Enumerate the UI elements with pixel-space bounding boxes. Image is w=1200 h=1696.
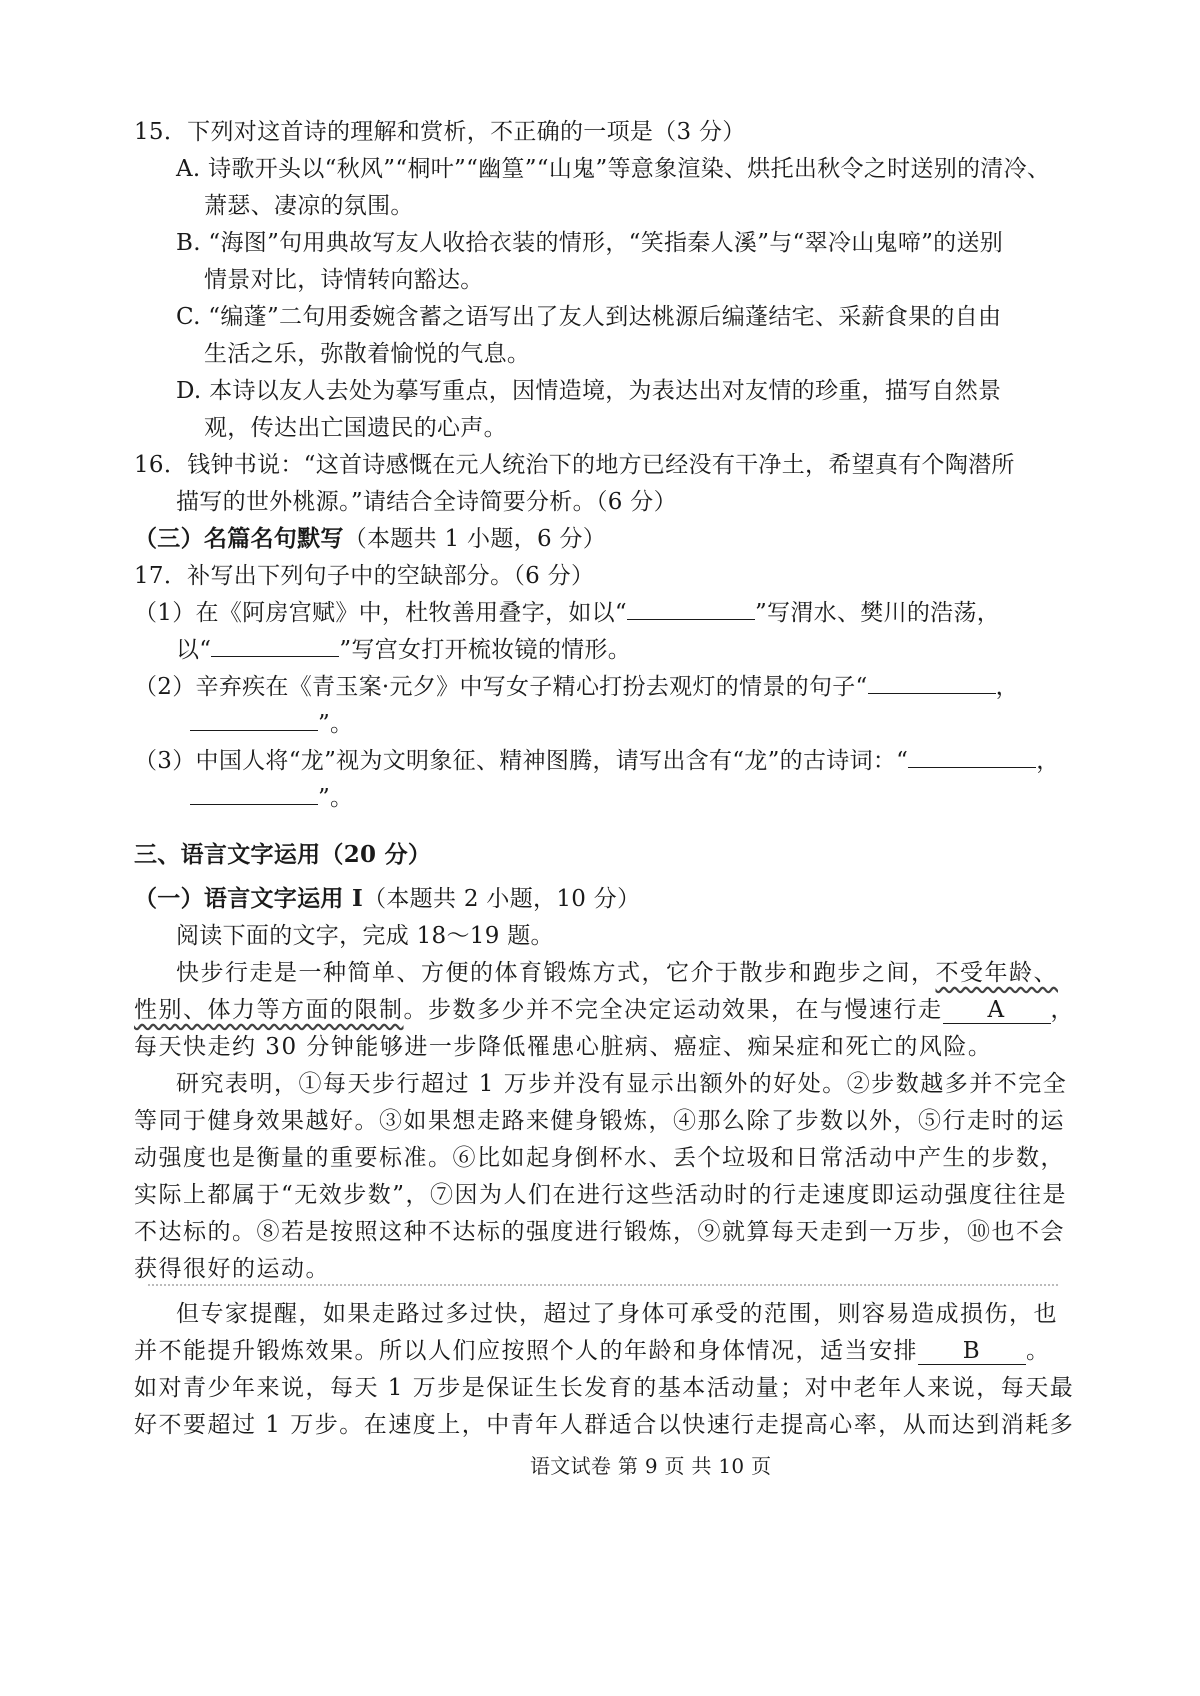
q17-part3-text-b: ，: [1036, 748, 1060, 774]
passage-p1-line1: [176, 954, 1058, 987]
q17-part3-line1: [134, 742, 1060, 775]
q17-part1-text-c: 以“: [176, 637, 212, 663]
q17-part1-line1: [134, 594, 1000, 627]
passage-p2-line3: 动强度也是衡量的重要标准。⑥比如起身倒杯水、丢个垃圾和日常活动中产生的步数，: [134, 1145, 1065, 1171]
passage-p2-line1: 研究表明，①每天步行超过 1 万步并没有显示出额外的好处。②步数越多并不完全: [176, 1071, 1068, 1097]
q17-part1-line2: [176, 631, 631, 664]
passage-p2-line4: 实际上都属于“无效步数”，⑦因为人们在进行这些活动时的行走速度即运动强度往往是: [134, 1182, 1068, 1208]
answer-blank[interactable]: [190, 780, 318, 805]
passage-p2-line5: 不达标的。⑧若是按照这种不达标的强度进行锻炼，⑨就算每天走到一万步，⑩也不会: [134, 1219, 1065, 1245]
q17-part1-text-b: ”写渭水、樊川的浩荡，: [755, 600, 1001, 626]
q17-part3-text-c: ”。: [318, 785, 354, 811]
answer-blank[interactable]: [908, 743, 1036, 768]
passage-p2-line2: 等同于健身效果越好。③如果想走路来健身锻炼，④那么除了步数以外，⑤行走时的运: [134, 1108, 1065, 1134]
passage-p3-line2: [134, 1332, 1051, 1365]
q15-option-b-line2: 情景对比，诗情转向豁达。: [204, 267, 484, 293]
q17-stem: 17．补写出下列句子中的空缺部分。（6 分）: [134, 563, 595, 589]
subsection-title: （一）语言文字运用 Ⅰ: [134, 885, 364, 912]
answer-blank[interactable]: [627, 595, 755, 620]
blank-a[interactable]: A: [943, 997, 1051, 1024]
wavy-underlined-text: 不受年龄、: [935, 960, 1058, 986]
q15-option-c-line2: 生活之乐，弥散着愉悦的气息。: [204, 341, 531, 367]
q17-part2-line2: [190, 705, 353, 738]
subsection-note: （本题共 2 小题，10 分）: [363, 886, 641, 912]
wavy-underlined-text: 性别、体力等方面的限制: [134, 997, 404, 1023]
passage-p3-line3: 如对青少年来说，每天 1 万步是保证生长发育的基本活动量；对中老年人来说，每天最: [134, 1375, 1075, 1401]
q17-part2-text-b: ，: [995, 674, 1019, 700]
passage-text: 快步行走是一种简单、方便的体育锻炼方式，它介于散步和跑步之间，: [176, 960, 936, 986]
reading-instruction: 阅读下面的文字，完成 18～19 题。: [176, 923, 554, 949]
q17-part3-text-a: （3）中国人将“龙”视为文明象征、精神图腾，请写出含有“龙”的古诗词：“: [134, 748, 909, 774]
passage-p2-line6: 获得很好的运动。: [134, 1256, 330, 1282]
q15-option-d-line1: D. 本诗以友人去处为摹写重点，因情造境，为表达出对友情的珍重，描写自然景: [176, 378, 1002, 404]
passage-p3-line1: 但专家提醒，如果走路过多过快，超过了身体可承受的范围，则容易造成损伤，也: [176, 1301, 1058, 1327]
passage-text: 。: [1026, 1338, 1051, 1364]
q16-line2: 描写的世外桃源。”请结合全诗简要分析。（6 分）: [176, 489, 677, 515]
q15-stem: 15．下列对这首诗的理解和赏析，不正确的一项是（3 分）: [134, 119, 746, 145]
q17-part2-line1: [134, 668, 1019, 701]
q17-part1-text-a: （1）在《阿房宫赋》中，杜牧善用叠字，如以“: [134, 600, 627, 626]
section-3-heading: [134, 520, 606, 553]
q17-part2-text-c: ”。: [318, 711, 354, 737]
page-footer: 语文试卷 第 9 页 共 10 页: [530, 1454, 772, 1478]
q16-line1: 16．钱钟书说：“这首诗感慨在元人统治下的地方已经没有干净土，希望真有个陶潜所: [134, 452, 1015, 478]
answer-blank[interactable]: [211, 632, 339, 657]
q17-part3-line2: [190, 779, 353, 812]
q17-part2-text-a: （2）辛弃疾在《青玉案·元夕》中写女子精心打扮去观灯的情景的句子“: [134, 674, 868, 700]
blank-b[interactable]: B: [918, 1338, 1026, 1365]
q15-option-b-line1: B. “海图”句用典故写友人收拾衣装的情形，“笑指秦人溪”与“翠冷山鬼啼”的送别: [176, 230, 1004, 256]
section-3-note: （本题共 1 小题，6 分）: [343, 526, 607, 552]
passage-p1-line2: [134, 991, 1075, 1024]
q15-option-d-line2: 观，传达出亡国遗民的心声。: [204, 415, 507, 441]
passage-text: ，: [1050, 997, 1075, 1023]
q17-part1-text-d: ”写宫女打开梳妆镜的情形。: [339, 637, 632, 663]
part-3-title: 三、语言文字运用（20 分）: [134, 841, 432, 868]
q15-option-c-line1: C. “编蓬”二句用委婉含蓄之语写出了友人到达桃源后编蓬结宅、采薪食果的自由: [176, 304, 1002, 330]
passage-text: 并不能提升锻炼效果。所以人们应按照个人的年龄和身体情况，适当安排: [134, 1338, 918, 1364]
q15-option-a-line2: 萧瑟、凄凉的氛围。: [204, 193, 414, 219]
q15-option-a-line1: A. 诗歌开头以“秋风”“桐叶”“幽篁”“山鬼”等意象渲染、烘托出秋令之时送别的清冷、: [176, 156, 1051, 182]
passage-p3-line4: 好不要超过 1 万步。在速度上，中青年人群适合以快速行走提高心率，从而达到消耗多: [134, 1412, 1075, 1438]
dotted-divider: [148, 1284, 1058, 1286]
answer-blank[interactable]: [868, 669, 996, 694]
passage-text: 。步数多少并不完全决定运动效果，在与慢速行走: [403, 997, 943, 1023]
passage-p1-line3: 每天快走约 30 分钟能够进一步降低罹患心脏病、癌症、痴呆症和死亡的风险。: [134, 1034, 993, 1060]
part-3-subsection-heading: [134, 880, 640, 913]
section-3-title: （三）名篇名句默写: [134, 525, 344, 552]
answer-blank[interactable]: [190, 706, 318, 731]
